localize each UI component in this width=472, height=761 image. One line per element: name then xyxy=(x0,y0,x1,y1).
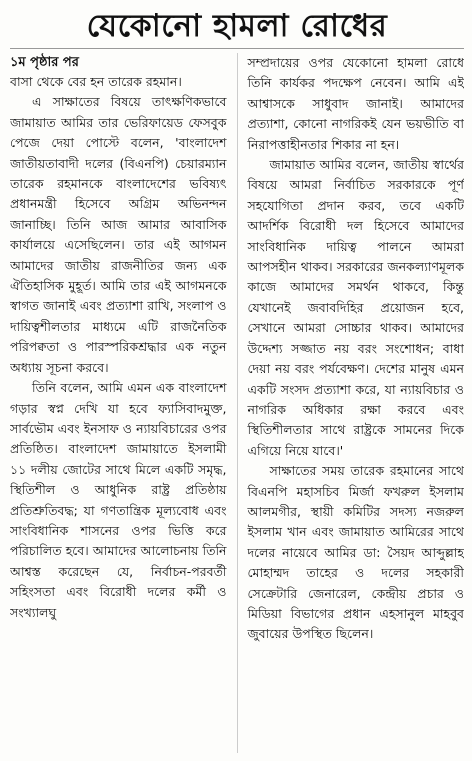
headline: যেকোনো হামলা রোধের xyxy=(10,6,464,49)
continued-label: ১ম পৃষ্ঠার পর xyxy=(10,55,79,70)
article-columns xyxy=(10,53,464,753)
paragraph: তিনি বলেন, আমি এমন এক বাংলাদেশ গড়ার স্বপ্ন দেখি যা হবে ফ্যাসিবাদমুক্ত, সার্বভৌম এবং ইনসাফ ও ন্যায়বিচারের ওপর প্রতিষ্ঠিত। বাংলাদেশ জামায়াতে ইসলামী ১১ দলীয় জোটের সাথে মিলে একটি সমৃদ্ধ, স্থিতিশীল ও আধুনিক রাষ্ট্র প্রতিষ্ঠায় প্রতিশ্রুতিবদ্ধ; যা গণতান্ত্রিক মূল্যবোধ এবং সাংবিধানিক শাসনের ওপর ভিত্তি করে পরিচালিত হবে। আমাদের আলোচনায় তিনি আশ্বস্ত করেছেন যে, নির্বাচন-পরবর্তী সহিংসতা এবং বিরোধী দলের কর্মী ও সংখ্যালঘু xyxy=(10,380,227,620)
column-divider xyxy=(237,53,238,753)
paragraph: সাক্ষাতের সময় তারেক রহমানের সাথে বিএনপি মহাসচিব মির্জা ফখরুল ইসলাম আলমগীর, স্থায়ী কমিটির সদস্য নজরুল ইসলাম খান এবং জামায়াত আমিরের সাথে দলের নায়েবে আমির ডা: সৈয়দ আব্দুল্লাহ মোহাম্মদ তাহের ও দলের সহকারী সেক্রেটারি জেনারেল, কেন্দ্রীয় প্রচার ও মিডিয়া বিভাগের প্রধান এহসানুল মাহবুব জুবায়ের উপস্থিত ছিলেন। xyxy=(247,463,464,642)
paragraph: এ সাক্ষাতের বিষয়ে তাৎক্ষণিকভাবে জামায়াত আমির তার ভেরিফায়েড ফেসবুক পেজে দেয়া পোস্টে বলেন, 'বাংলাদেশ জাতীয়তাবাদী দলের (বিএনপি) চেয়ারম্যান তারেক রহমানকে বাংলাদেশের ভবিষ্যৎ প্রধানমন্ত্রী হিসেবে অগ্রিম অভিনন্দন জানাচ্ছি। তিনি আজ আমার আবাসিক কার্যালয়ে এসেছিলেন। তার এই আগমন আমাদের জাতীয় রাজনীতির জন্য এক ঐতিহাসিক মুহূর্ত। আমি তার এই আগমনকে স্বাগত জানাই এবং প্রত্যাশা রাখি, সংলাপ ও দায়িত্বশীলতার মাধ্যমে এটি রাজনৈতিক পরিপক্বতা ও পারস্পরিকশ্রদ্ধার এক নতুন অধ্যায় সূচনা করবে। xyxy=(10,94,227,375)
paragraph: সম্প্রদায়ের ওপর যেকোনো হামলা রোধে তিনি কার্যকর পদক্ষেপ নেবেন। আমি এই আশ্বাসকে সাধুবাদ জানাই। আমাদের প্রত্যাশা, কোনো নাগরিকই যেন ভয়ভীতি বা নিরাপত্তাহীনতার শিকার না হন। xyxy=(247,55,464,152)
column-right xyxy=(247,53,464,753)
paragraph: বাসা থেকে বের হন তারেক রহমান। xyxy=(10,74,182,89)
column-left xyxy=(10,53,227,753)
paragraph: জামায়াত আমির বলেন, জাতীয় স্বার্থের বিষয়ে আমরা নির্বাচিত সরকারকে পূর্ণ সহযোগিতা প্রদান করব, তবে একটি আদর্শিক বিরোধী দল হিসেবে আমাদের সাংবিধানিক দায়িত্ব পালনে আমরা আপসহীন থাকব। সরকারের জনকল্যাণমূলক কাজে আমাদের সমর্থন থাকবে, কিন্তু যেখানেই জবাবদিহির প্রয়োজন হবে, সেখানে আমরা সোচ্চার থাকব। আমাদের উদ্দেশ্য সজ্জাত নয় বরং সংশোধন; বাধা দেয়া নয় বরং পর্যবেক্ষণ। দেশের মানুষ এমন একটি সংসদ প্রত্যাশা করে, যা ন্যায়বিচার ও নাগরিক অধিকার রক্ষা করবে এবং স্থিতিশীলতার সাথে রাষ্ট্রকে সামনের দিকে এগিয়ে নিয়ে যাবে।' xyxy=(247,157,464,458)
